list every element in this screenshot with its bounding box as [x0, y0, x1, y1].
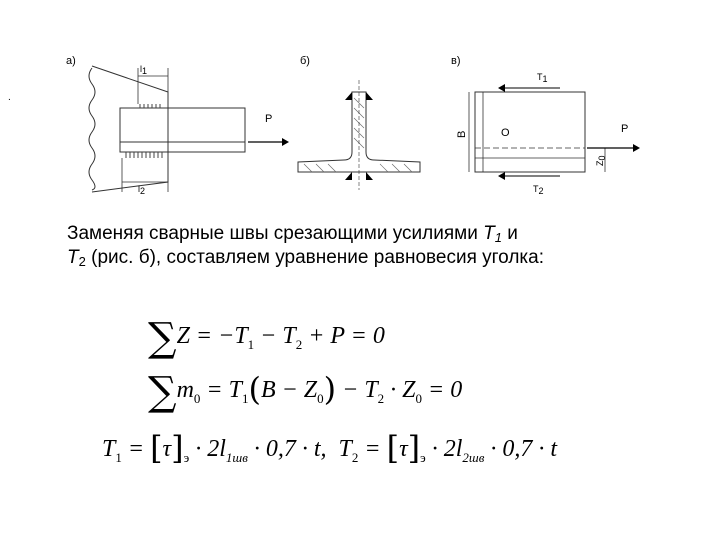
break-line: [89, 68, 95, 190]
weld-bottom-right: [366, 172, 373, 180]
weld-top-left: [345, 92, 352, 100]
l1-label: l1: [140, 64, 148, 76]
figure-a-tag: а): [66, 55, 76, 67]
equation-sum-m0: $\sum m_0 = T_1(B - Z_0) - T_2 \cdot Z_0 = 0$: [148, 369, 463, 415]
body-paragraph: Заменяя сварные швы срезающими усилиями $T_1$ и $T_2$ (рис. б), составляем уравнение равновесия уголка:: [67, 223, 544, 269]
stray-dot: .: [8, 92, 11, 103]
b-label: B: [456, 130, 468, 138]
l2-label: l2: [138, 184, 146, 196]
figure-b-tag: б): [300, 55, 310, 67]
force-p-label: P: [265, 113, 273, 125]
weld-top-right: [366, 92, 373, 100]
weld-bottom-left: [345, 172, 352, 180]
angle-bar: [120, 108, 245, 152]
equation-t-forces: $T_1 = [\tau]_э \cdot 2l_{1шв} \cdot 0,7 \cdot t$, $T_2 = [\tau]_э \cdot 2l_{2шв} \cdot 0,7 \cdot t$: [102, 429, 558, 467]
gusset-plate: [92, 66, 168, 192]
figure-c-tag: в): [451, 55, 461, 67]
figure-c: [445, 52, 650, 200]
equation-sum-z: $\sum Z = -T_1 - T_2 + P = 0$: [148, 315, 385, 361]
plate: [475, 92, 585, 172]
force-p-label: P: [621, 123, 629, 135]
t2-label: T2: [533, 184, 544, 196]
z0-label: Z0: [595, 155, 607, 166]
t1-label: T1: [537, 72, 548, 84]
weld-hatch: [126, 104, 162, 158]
figure-a: [60, 52, 290, 200]
figure-b: [290, 52, 440, 200]
o-label: O: [501, 127, 510, 139]
